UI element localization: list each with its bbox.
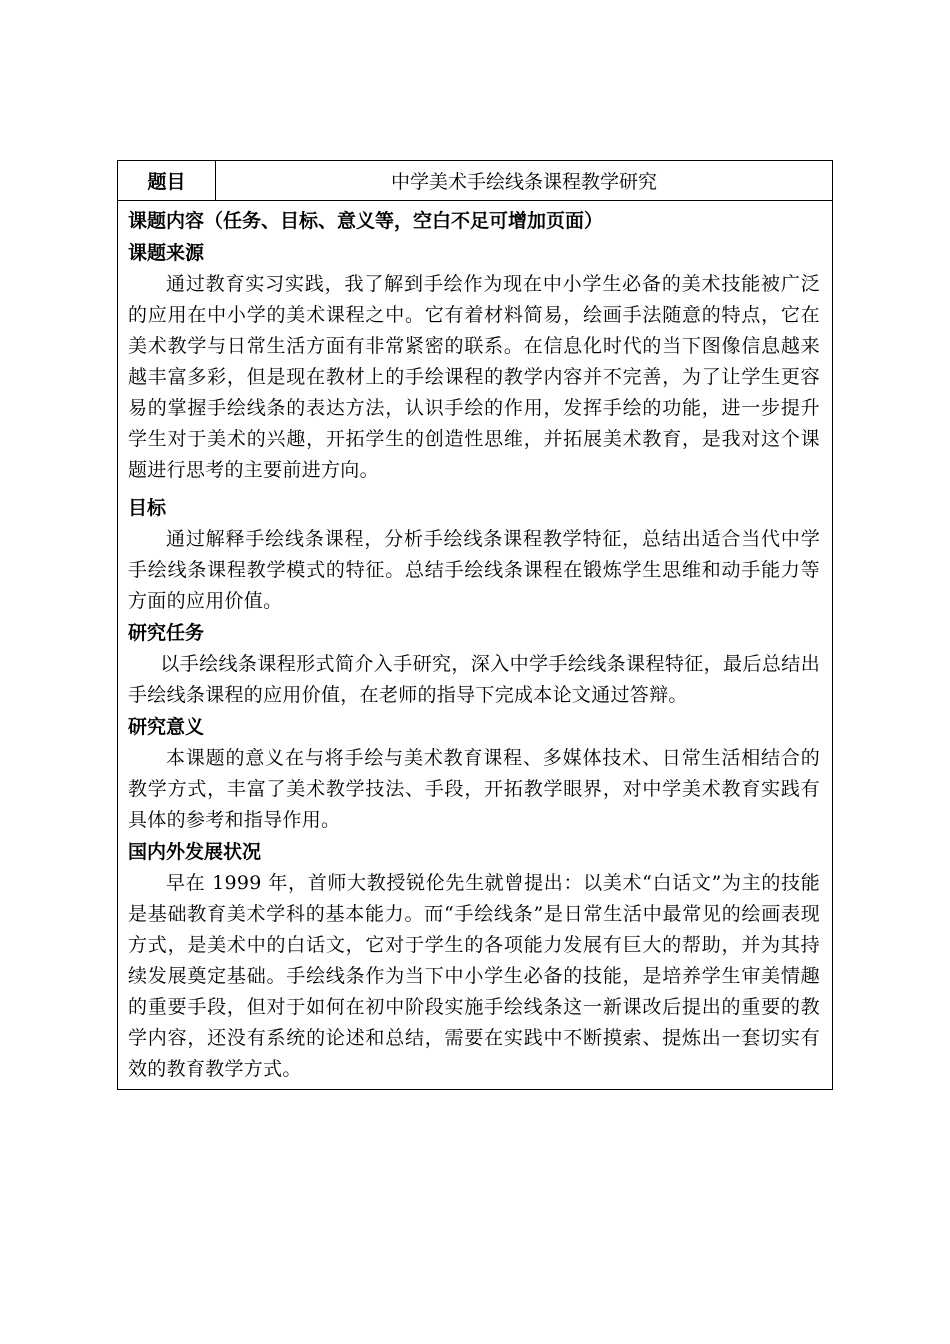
topic-value: 中学美术手绘线条课程教学研究 [390,171,657,193]
content-header: 课题内容（任务、目标、意义等，空白不足可增加页面） [128,210,604,232]
significance-paragraph: 本课题的意义在与将手绘与美术教育课程、多媒体技术、日常生活相结合的教学方式，丰富了美术教学技法、手段，开拓教学眼界，对中学美术教育实践有具体的参考和指导作用。 [128,747,820,831]
task-heading: 研究任务 [128,622,205,644]
topic-row [118,161,832,201]
content-cell [118,201,832,1089]
goal-heading: 目标 [128,497,167,519]
task-paragraph: 以手绘线条课程形式简介入手研究，深入中学手绘线条课程特征，最后总结出手绘线条课程的应用价值，在老师的指导下完成本论文通过答辩。 [128,653,820,706]
source-heading: 课题来源 [128,242,205,264]
goal-paragraph: 通过解释手绘线条课程，分析手绘线条课程教学特征，总结出适合当代中学手绘线条课程教学模式的特征。总结手绘线条课程在锻炼学生思维和动手能力等方面的应用价值。 [128,528,820,612]
status-heading: 国内外发展状况 [128,841,262,863]
status-paragraph: 早在 1999 年，首师大教授锐伦先生就曾提出：以美术“白话文”为主的技能是基础教育美术学科的基本能力。而“手绘线条”是日常生活中最常见的绘画表现方式，是美术中的白话文，它对于学生的各项能力发展有巨大的帮助，并为其持续发展奠定基础。手绘线条作为当下中小学生必备的技能，是培养学生审美情趣的重要手段，但对于如何在初中阶段实施手绘线条这一新课改后提出的重要的教学内容，还没有系统的论述和总结，需要在实践中不断摸索、提炼出一套切实有效的教育教学方式。 [128,872,820,1080]
significance-heading: 研究意义 [128,716,205,738]
source-paragraph: 通过教育实习实践，我了解到手绘作为现在中小学生必备的美术技能被广泛的应用在中小学的美术课程之中。它有着材料简易，绘画手法随意的特点，它在美术教学与日常生活方面有非常紧密的联系。在信息化时代的当下图像信息越来越丰富多彩，但是现在教材上的手绘课程的教学内容并不完善，为了让学生更容易的掌握手绘线条的表达方法，认识手绘的作用，发挥手绘的功能，进一步提升学生对于美术的兴趣，开拓学生的创造性思维，并拓展美术教育，是我对这个课题进行思考的主要前进方向。 [128,273,820,481]
topic-label: 题目 [118,161,216,200]
proposal-form [117,160,833,1090]
